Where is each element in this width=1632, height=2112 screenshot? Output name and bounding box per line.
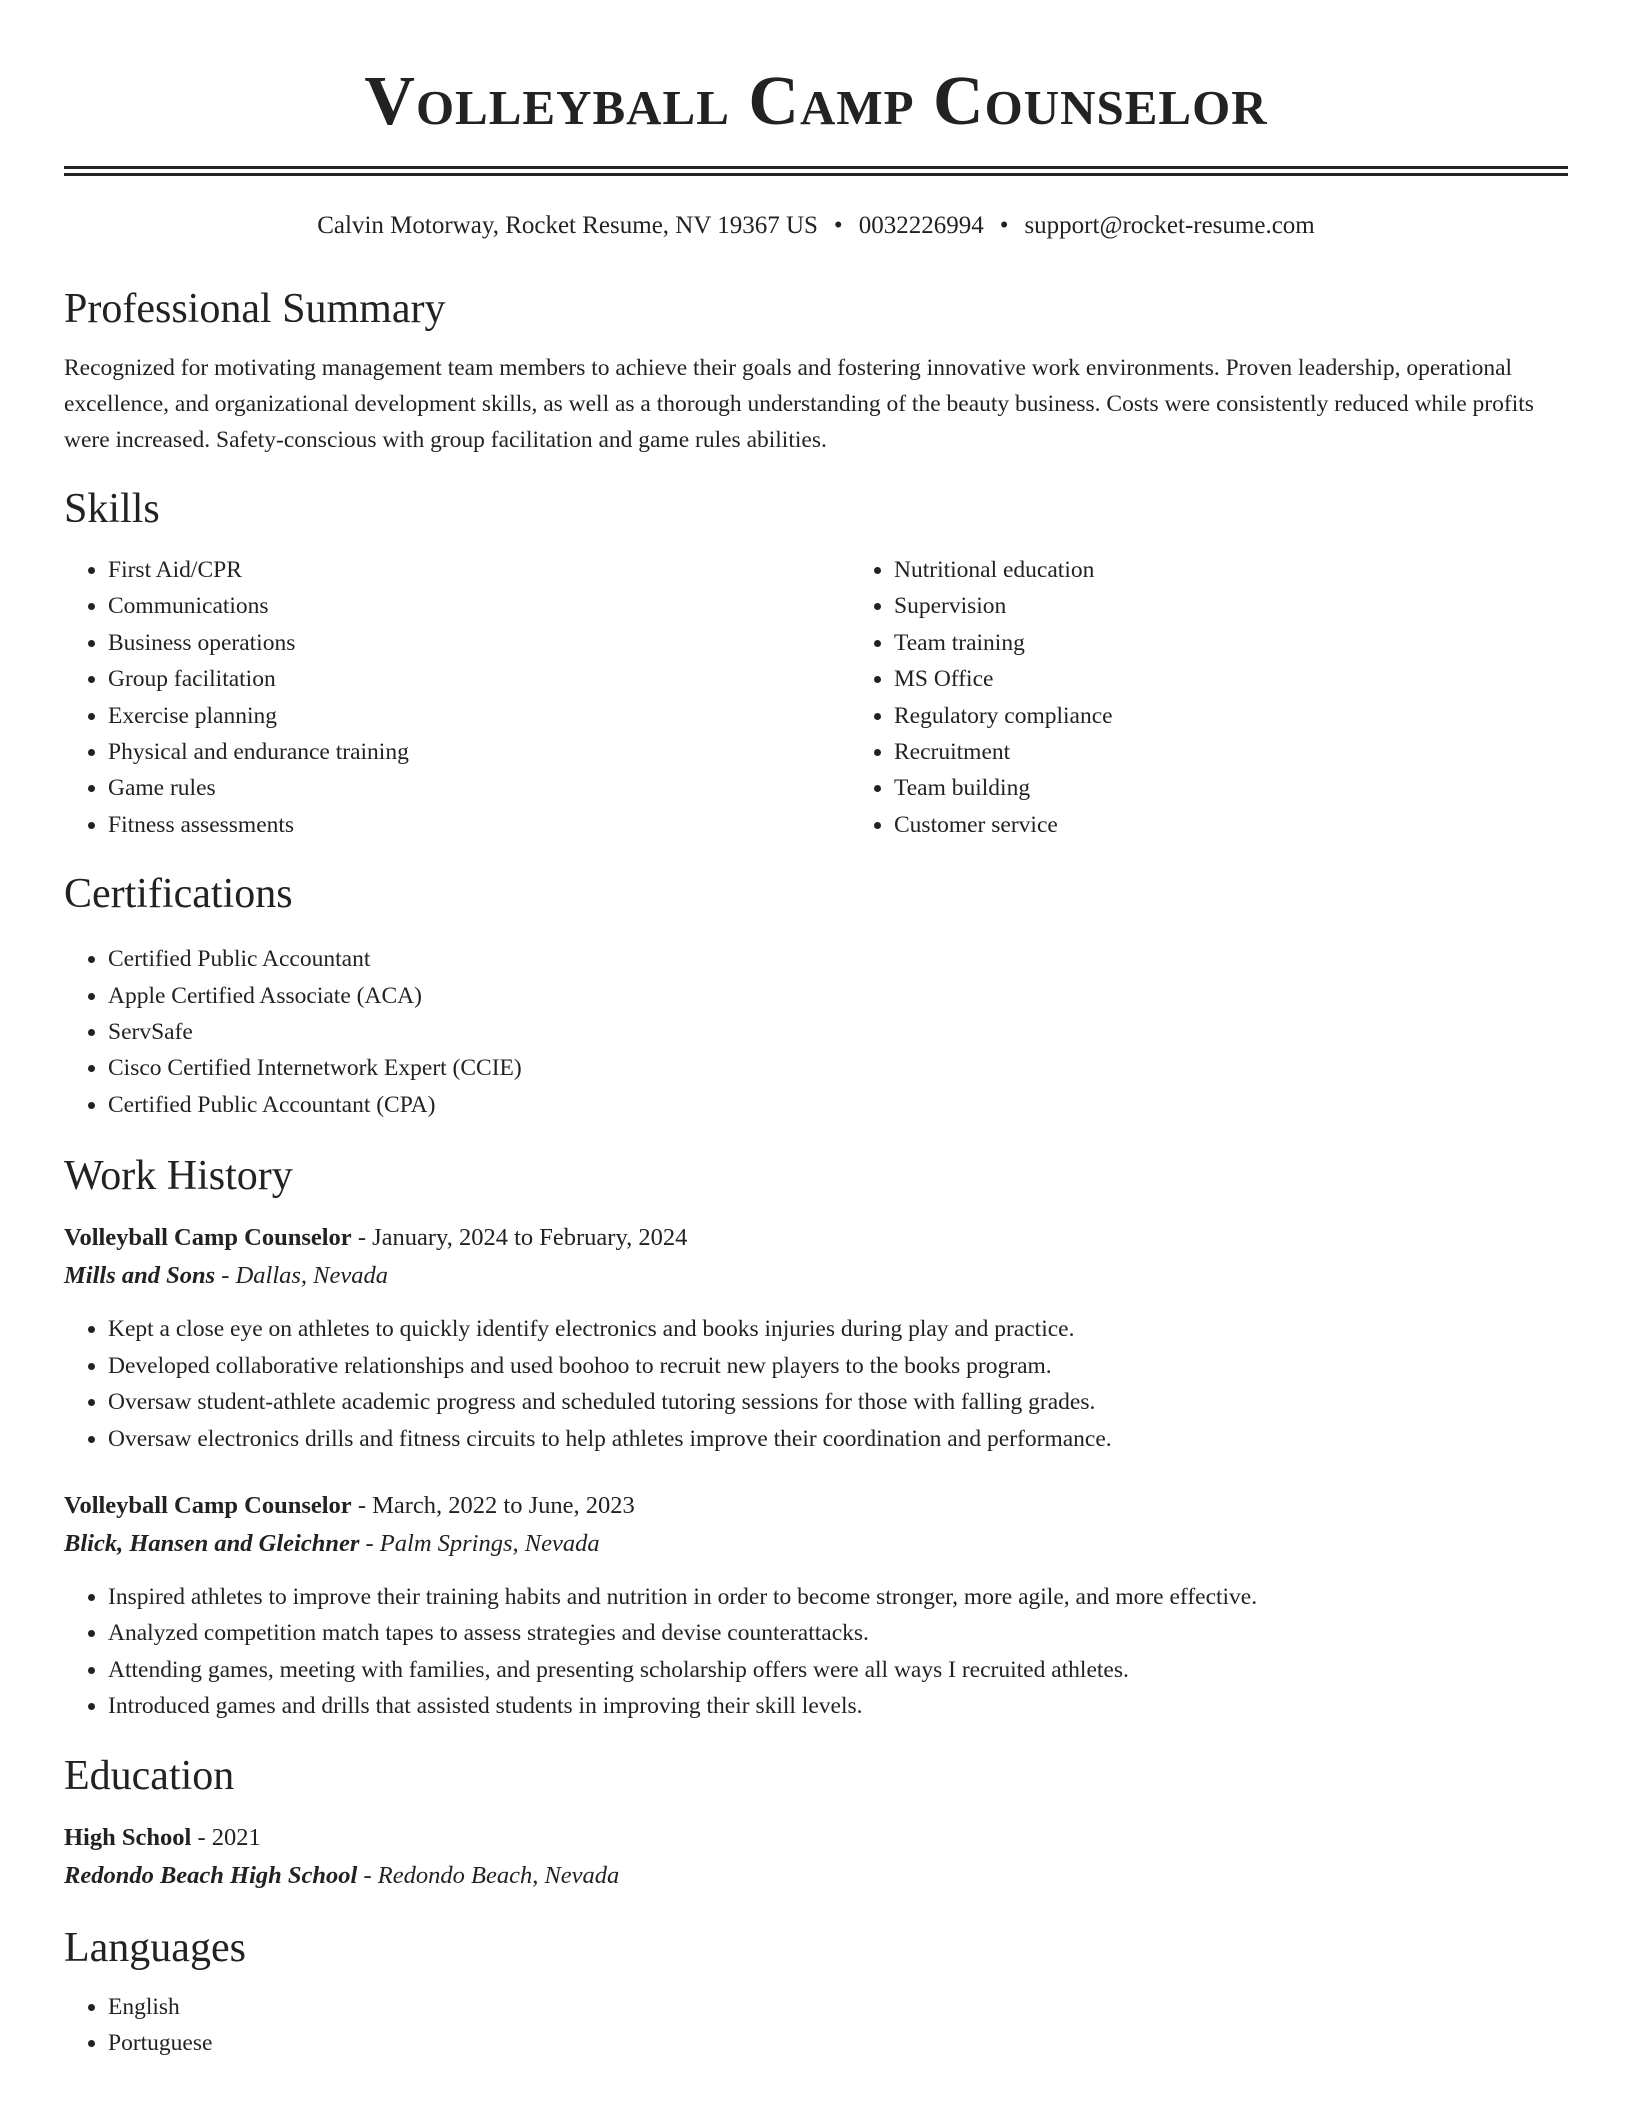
certifications-list	[64, 941, 1568, 1123]
job-bullet-list	[64, 1311, 1568, 1457]
contact-line	[64, 210, 1568, 242]
education-school-line	[64, 1857, 1568, 1895]
skill-item: • Group facilitation	[108, 661, 850, 697]
education-school: Redondo Beach High School	[64, 1861, 358, 1889]
job-dates: - March, 2022 to June, 2023	[351, 1491, 635, 1519]
skill-item: • Recruitment	[894, 734, 1113, 770]
skill-item: • Regulatory compliance	[894, 698, 1113, 734]
skill-item: • Exercise planning	[108, 698, 850, 734]
skill-item: • Communications	[108, 588, 850, 624]
job-company: Mills and Sons	[64, 1262, 216, 1290]
skill-item: • Fitness assessments	[108, 807, 850, 843]
education-degree: High School	[64, 1823, 192, 1851]
job-bullet-list	[64, 1579, 1568, 1725]
language-item: • English	[108, 1989, 1568, 2025]
job-company: Blick, Hansen and Gleichner	[64, 1529, 360, 1557]
skill-item: • Nutritional education	[894, 552, 1113, 588]
section-heading-certifications: Certifications	[64, 871, 293, 918]
section-heading-languages: Languages	[64, 1924, 246, 1971]
job-bullet: • Inspired athletes to improve their training habits and nutrition in order to become stronger, more agile, and more effective.	[108, 1579, 1568, 1615]
skills-list-right	[850, 552, 1113, 843]
section-heading-summary: Professional Summary	[64, 286, 446, 332]
skill-item: • First Aid/CPR	[108, 552, 850, 588]
contact-phone: 0032226994	[858, 212, 984, 239]
job-bullet: • Kept a close eye on athletes to quickly identify electronics and books injuries during play and practice.	[108, 1311, 1568, 1347]
job-title: Volleyball Camp Counselor	[64, 1224, 352, 1252]
job-bullet: • Oversaw electronics drills and fitness circuits to help athletes improve their coordination and performance.	[108, 1421, 1568, 1457]
title-divider	[64, 166, 1568, 176]
certification-item: • Certified Public Accountant	[108, 941, 1568, 977]
section-heading-work-history: Work History	[64, 1153, 293, 1200]
skills-list-left	[64, 552, 850, 843]
job-title-line	[64, 1219, 1568, 1257]
job-bullet: • Introduced games and drills that assisted students in improving their skill levels.	[108, 1688, 1568, 1724]
job-location: - Palm Springs, Nevada	[359, 1529, 600, 1557]
job-title-line	[64, 1487, 1568, 1525]
contact-separator: •	[999, 212, 1009, 239]
job-bullet: • Attending games, meeting with families, and presenting scholarship offers were all ways I recruited athletes.	[108, 1652, 1568, 1688]
certification-item: • Apple Certified Associate (ACA)	[108, 978, 1568, 1014]
certification-item: • Certified Public Accountant (CPA)	[108, 1087, 1568, 1123]
job-entry	[64, 1487, 1568, 1725]
education-year: - 2021	[191, 1823, 261, 1851]
summary-text: Recognized for motivating management team members to achieve their goals and fostering innovative work environments. Proven leadership, operational excellence, and organizational development skills, as well as a thorough understanding of the beauty business. Costs were consistently reduced while profits were increased. Safety-conscious with group facilitation and game rules abilities.	[64, 355, 1534, 453]
languages-list	[64, 1989, 1568, 2062]
skill-item: • Game rules	[108, 770, 850, 806]
skill-item: • Team training	[894, 625, 1113, 661]
certification-item: • ServSafe	[108, 1014, 1568, 1050]
contact-email: support@rocket-resume.com	[1024, 212, 1315, 239]
job-company-line	[64, 1257, 1568, 1295]
job-title: Volleyball Camp Counselor	[64, 1491, 352, 1519]
job-bullet: • Analyzed competition match tapes to assess strategies and devise counterattacks.	[108, 1615, 1568, 1651]
contact-separator: •	[833, 212, 843, 239]
contact-address: Calvin Motorway, Rocket Resume, NV 19367 US	[317, 212, 818, 239]
skills-columns	[64, 552, 1568, 843]
skill-item: • Team building	[894, 770, 1113, 806]
job-entry	[64, 1219, 1568, 1457]
skill-item: • Customer service	[894, 807, 1113, 843]
section-heading-education: Education	[64, 1752, 235, 1799]
education-location: - Redondo Beach, Nevada	[357, 1861, 620, 1889]
resume-title: Volleyball Camp Counselor	[364, 63, 1268, 140]
job-company-line	[64, 1525, 1568, 1563]
job-bullet: • Developed collaborative relationships and used boohoo to recruit new players to the books program.	[108, 1348, 1568, 1384]
education-degree-line	[64, 1819, 1568, 1857]
job-location: - Dallas, Nevada	[215, 1262, 388, 1290]
job-bullet: • Oversaw student-athlete academic progress and scheduled tutoring sessions for those with falling grades.	[108, 1384, 1568, 1420]
skill-item: • MS Office	[894, 661, 1113, 697]
certification-item: • Cisco Certified Internetwork Expert (CCIE)	[108, 1050, 1568, 1086]
job-dates: - January, 2024 to February, 2024	[351, 1224, 688, 1252]
language-item: • Portuguese	[108, 2025, 1568, 2061]
skill-item: • Supervision	[894, 588, 1113, 624]
skill-item: • Business operations	[108, 625, 850, 661]
skill-item: • Physical and endurance training	[108, 734, 850, 770]
section-heading-skills: Skills	[64, 486, 160, 532]
